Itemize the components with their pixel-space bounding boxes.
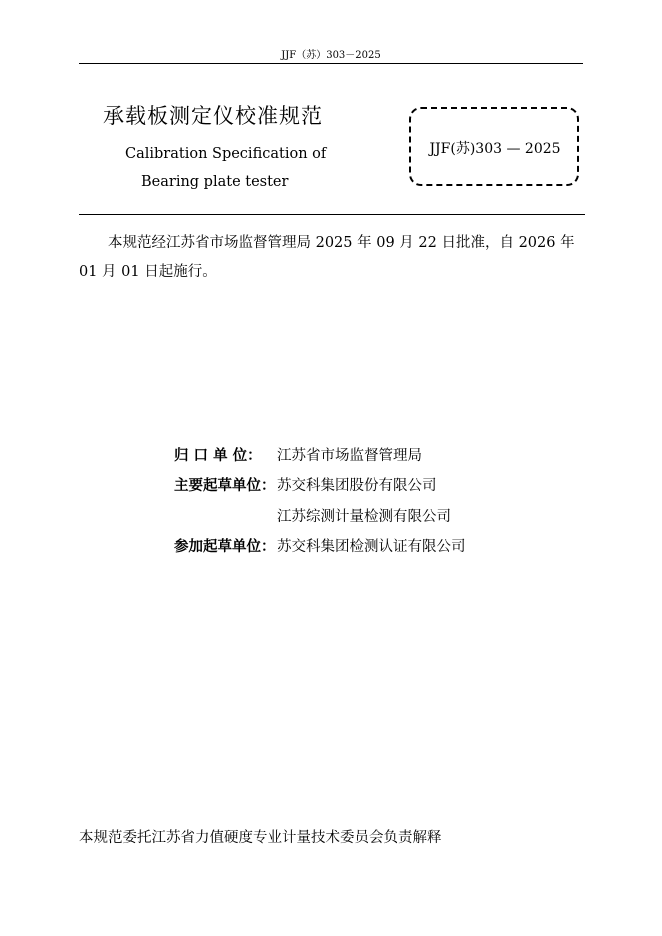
org-label: 参加起草单位： — [174, 539, 276, 555]
org-value: 江苏综测计量检测有限公司 — [277, 509, 451, 525]
specification-code: JJF(苏)303 — 2025 — [429, 141, 561, 157]
org-value: 苏交科集团检测认证有限公司 — [277, 539, 466, 555]
org-value: 江苏省市场监督管理局 — [277, 448, 422, 464]
approval-statement: 本规范经江苏省市场监督管理局 2025 年 09 月 22 日批准，自 2026 年 01 月 01 日起施行。 — [79, 235, 575, 280]
chinese-title: 承载板测定仪校准规范 — [103, 104, 323, 128]
org-row-responsible-unit — [174, 444, 422, 465]
org-label: 主要起草单位： — [174, 478, 276, 494]
org-value: 苏交科集团股份有限公司 — [277, 478, 437, 494]
english-title-line-2: Bearing plate tester — [141, 174, 289, 190]
running-header: JJF（苏）303－2025 — [281, 50, 381, 61]
header-rule — [79, 63, 583, 64]
interpretation-note: 本规范委托江苏省力值硬度专业计量技术委员会负责解释 — [79, 830, 442, 846]
org-row-main-drafting-unit — [174, 474, 437, 495]
org-row-main-drafting-unit-2 — [174, 505, 451, 526]
org-label: 归 口 单 位： — [174, 448, 262, 464]
english-title-line-1: Calibration Specification of — [125, 146, 327, 162]
title-rule — [79, 214, 585, 215]
org-row-participating-drafting-unit — [174, 535, 466, 556]
